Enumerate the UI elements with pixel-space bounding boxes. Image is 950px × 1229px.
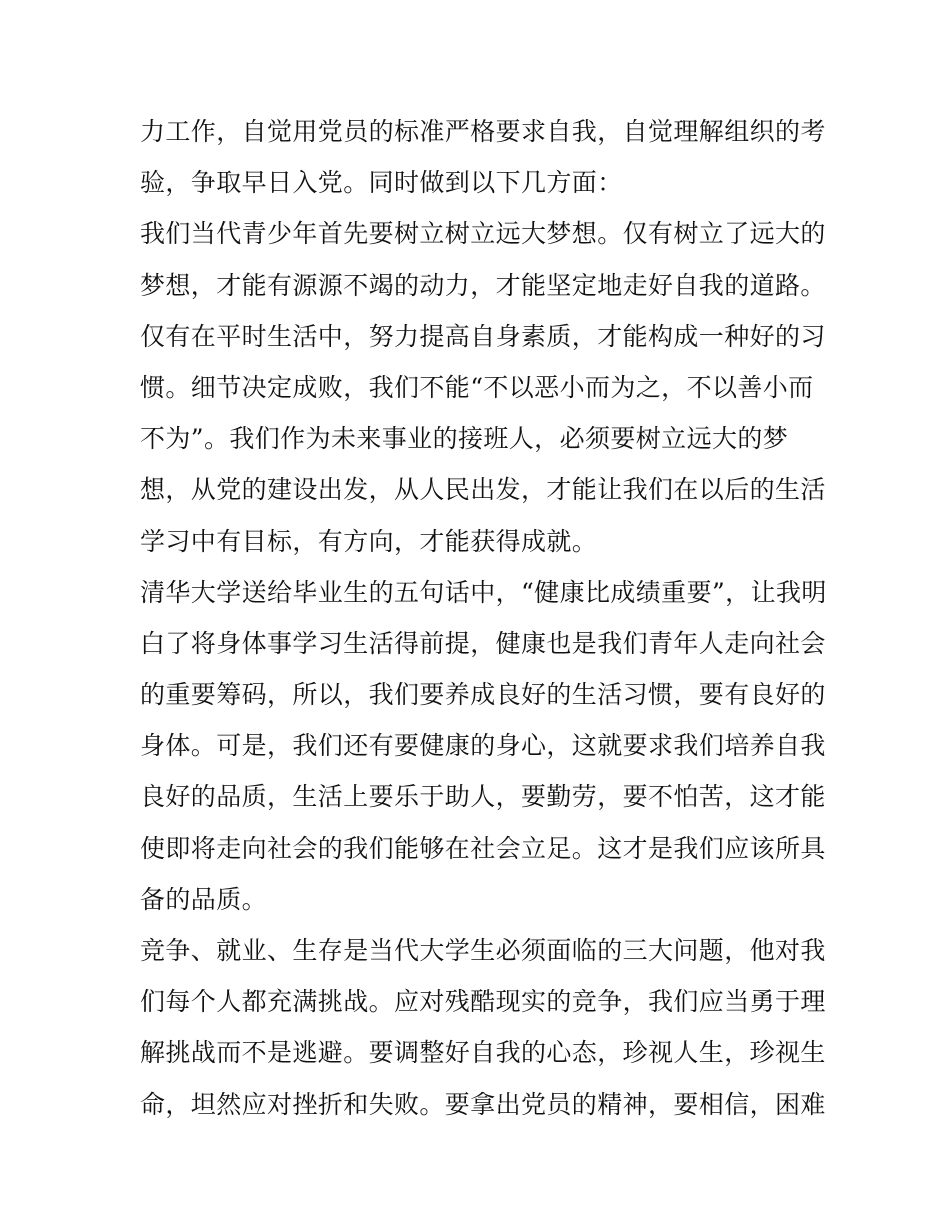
text-line: 不为”。我们作为未来事业的接班人，必须要树立远大的梦 bbox=[140, 424, 789, 454]
text-line: 的重要筹码，所以，我们要养成良好的生活习惯，要有良好的 bbox=[140, 680, 826, 710]
text-line: 们每个人都充满挑战。应对残酷现实的竞争，我们应当勇于理 bbox=[140, 987, 826, 1017]
text-line: 身体。可是，我们还有要健康的身心，这就要求我们培养自我 bbox=[140, 731, 826, 761]
text-line: 验，争取早日入党。同时做到以下几方面： bbox=[140, 168, 623, 198]
text-line: 命，坦然应对挫折和失败。要拿出党员的精神，要相信，困难 bbox=[140, 1089, 826, 1119]
text-line: 使即将走向社会的我们能够在社会立足。这才是我们应该所具 bbox=[140, 833, 826, 863]
text-line: 解挑战而不是逃避。要调整好自我的心态，珍视人生，珍视生 bbox=[140, 1038, 826, 1068]
text-line: 力工作，自觉用党员的标准严格要求自我，自觉理解组织的考 bbox=[140, 117, 826, 146]
text-line: 备的品质。 bbox=[140, 884, 268, 914]
text-line: 梦想，才能有源源不竭的动力，才能坚定地走好自我的道路。 bbox=[140, 270, 826, 300]
text-line: 清华大学送给毕业生的五句话中，“健康比成绩重要”，让我明 bbox=[140, 577, 827, 607]
text-line: 良好的品质，生活上要乐于助人，要勤劳，要不怕苦，这才能 bbox=[140, 782, 826, 812]
text-line: 仅有在平时生活中，努力提高自身素质，才能构成一种好的习 bbox=[140, 321, 826, 351]
text-line: 惯。细节决定成败，我们不能“不以恶小而为之，不以善小而 bbox=[140, 372, 814, 402]
text-line: 竞争、就业、生存是当代大学生必须面临的三大问题，他对我 bbox=[140, 936, 826, 965]
text-line: 我们当代青少年首先要树立树立远大梦想。仅有树立了远大的 bbox=[140, 219, 826, 249]
text-line: 想，从党的建设出发，从人民出发，才能让我们在以后的生活 bbox=[140, 475, 826, 505]
body-text bbox=[140, 106, 830, 1130]
text-line: 白了将身体事学习生活得前提，健康也是我们青年人走向社会 bbox=[140, 628, 826, 658]
text-line: 学习中有目标，有方向，才能获得成就。 bbox=[140, 526, 598, 556]
